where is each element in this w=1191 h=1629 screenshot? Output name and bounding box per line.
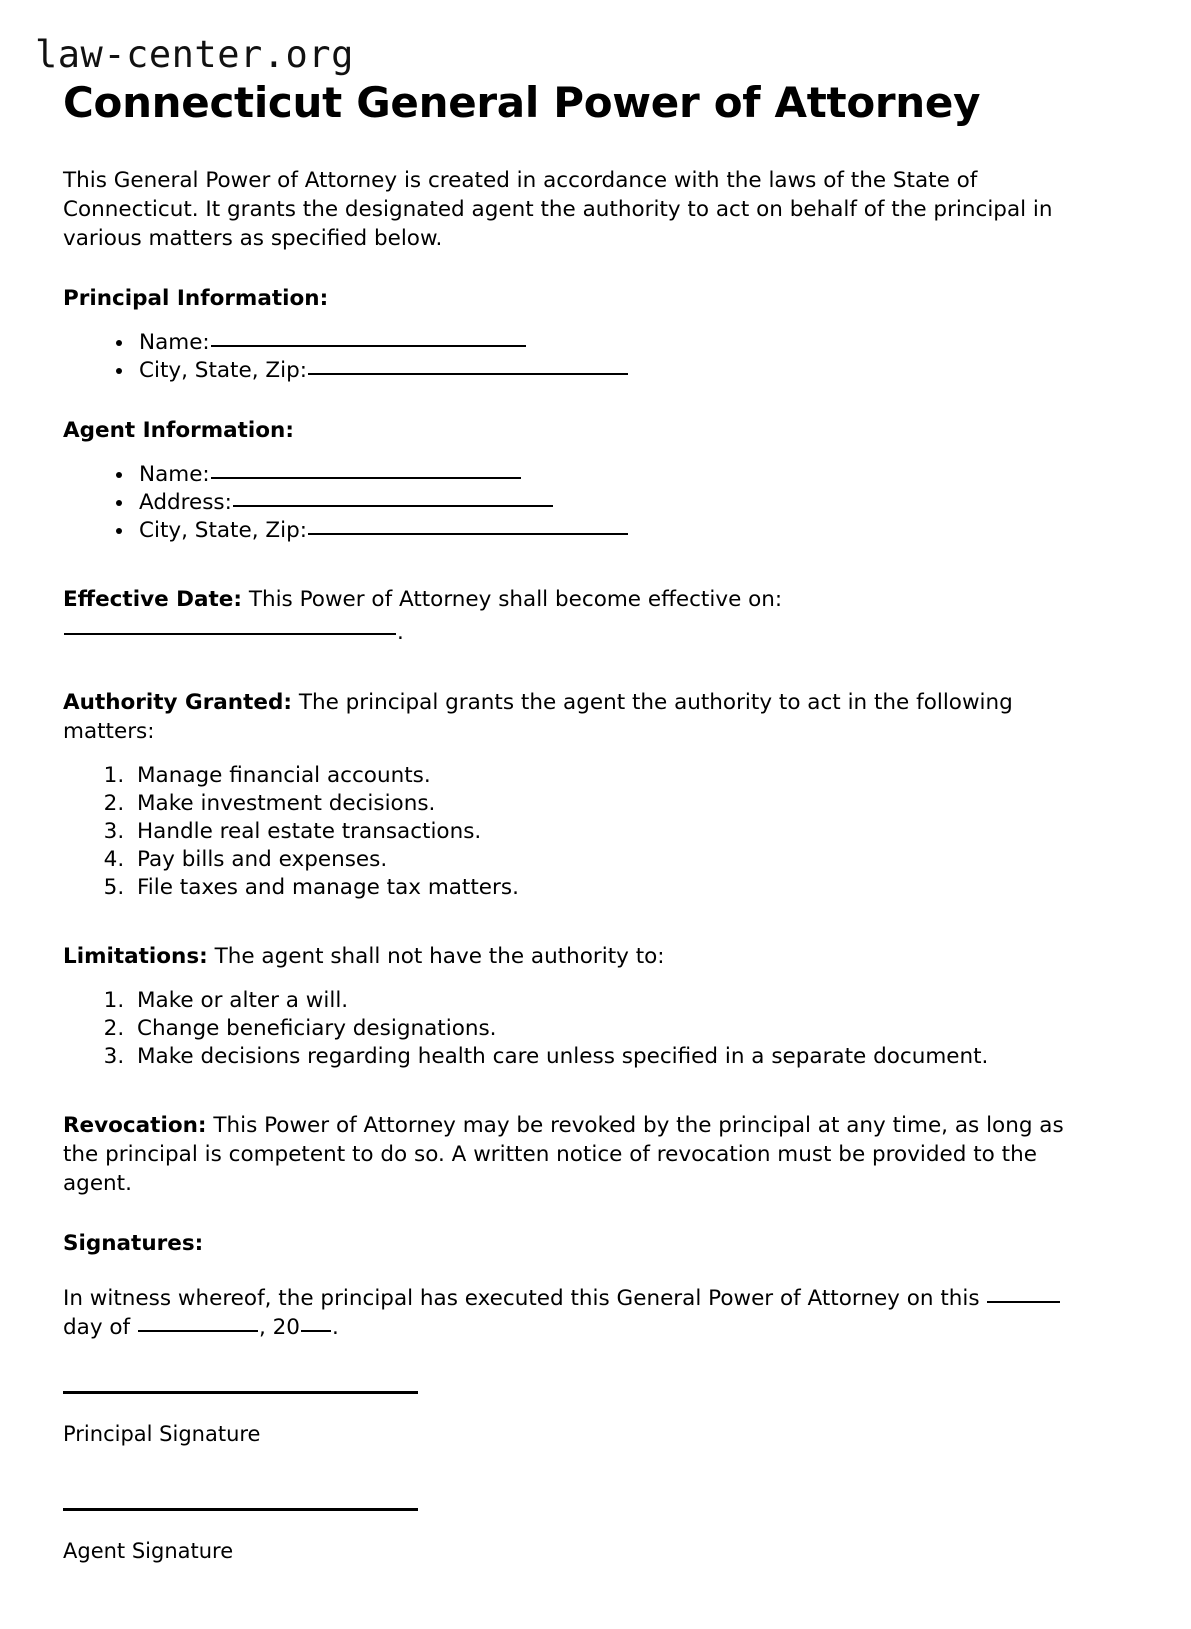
authority-granted-list (63, 762, 1105, 902)
agent-city-state-zip-label: City, State, Zip: (139, 518, 307, 544)
limitations-list (63, 987, 1105, 1071)
intro-paragraph: This General Power of Attorney is created in accordance with the laws of the State of Connecticut. It grants the designated agent the authority to act on behalf of the principal in various matters as specified below. (63, 168, 1053, 252)
authority-granted-label: Authority Granted: (63, 690, 292, 716)
principal-signature-line[interactable] (63, 1391, 418, 1394)
bottom-spacer (63, 1565, 1105, 1629)
list-item: 4. Pay bills and expenses. (131, 846, 1105, 874)
list-item: 2. Change beneficiary designations. (131, 1015, 1105, 1043)
principal-city-state-zip-blank[interactable] (308, 359, 628, 375)
site-name: law-center.org (35, 33, 354, 76)
limitations-label: Limitations: (63, 944, 208, 970)
list-item (135, 329, 1105, 357)
effective-date-text: This Power of Attorney shall become effective on: (248, 587, 783, 613)
list-item (135, 517, 1105, 545)
list-item: 1. Manage financial accounts. (131, 762, 1105, 790)
signatures-heading: Signatures: (63, 1231, 204, 1257)
list-item: 3. Handle real estate transactions. (131, 818, 1105, 846)
agent-name-label: Name: (139, 462, 210, 488)
witness-year-blank[interactable] (301, 1316, 331, 1332)
principal-name-label: Name: (139, 330, 210, 356)
principal-information-heading: Principal Information: (63, 286, 329, 312)
agent-information-heading: Agent Information: (63, 418, 294, 444)
principal-city-state-zip-label: City, State, Zip: (139, 358, 307, 384)
effective-date-blank[interactable] (64, 619, 396, 635)
limitations-paragraph (63, 942, 1105, 971)
effective-date-label: Effective Date: (63, 587, 242, 613)
list-item (135, 461, 1105, 489)
agent-signature-caption: Agent Signature (63, 1539, 234, 1564)
principal-name-blank[interactable] (211, 331, 526, 347)
principal-information-list (63, 329, 1105, 385)
list-item: 1. Make or alter a will. (131, 987, 1105, 1015)
list-item: 3. Make decisions regarding health care unless specified in a separate document. (131, 1043, 1105, 1071)
list-item: 5. File taxes and manage tax matters. (131, 874, 1105, 902)
list-item (135, 489, 1105, 517)
page-title: Connecticut General Power of Attorney (63, 78, 981, 127)
witness-year-prefix: , 20 (258, 1315, 300, 1341)
witness-month-blank[interactable] (138, 1316, 258, 1332)
witness-day-word: day of (63, 1315, 131, 1341)
witness-sentence-end: . (331, 1315, 339, 1341)
agent-information-list (63, 461, 1105, 545)
document-body (0, 166, 1191, 1629)
list-item (135, 357, 1105, 385)
agent-signature-line[interactable] (63, 1508, 418, 1511)
agent-address-label: Address: (139, 490, 232, 516)
authority-granted-paragraph (63, 688, 1105, 746)
witness-statement-text: In witness whereof, the principal has executed this General Power of Attorney on this (63, 1286, 980, 1312)
effective-date-period: . (397, 620, 404, 646)
witness-day-blank[interactable] (987, 1287, 1060, 1303)
effective-date-blank-row (63, 618, 1105, 648)
agent-address-blank[interactable] (233, 491, 553, 507)
effective-date-paragraph (63, 585, 1105, 614)
principal-signature-caption: Principal Signature (63, 1422, 261, 1447)
agent-city-state-zip-blank[interactable] (308, 519, 628, 535)
agent-name-blank[interactable] (211, 463, 521, 479)
revocation-text: This Power of Attorney may be revoked by the principal at any time, as long as the principal is competent to do so. A written notice of revocation must be provided to the agent. (63, 1113, 1064, 1197)
list-item: 2. Make investment decisions. (131, 790, 1105, 818)
witness-statement (63, 1284, 1105, 1342)
authority-granted-text: The principal grants the agent the authority to act in the following matters: (63, 690, 1013, 745)
limitations-text: The agent shall not have the authority to: (214, 944, 665, 970)
revocation-label: Revocation: (63, 1113, 207, 1139)
revocation-paragraph (63, 1111, 1105, 1198)
